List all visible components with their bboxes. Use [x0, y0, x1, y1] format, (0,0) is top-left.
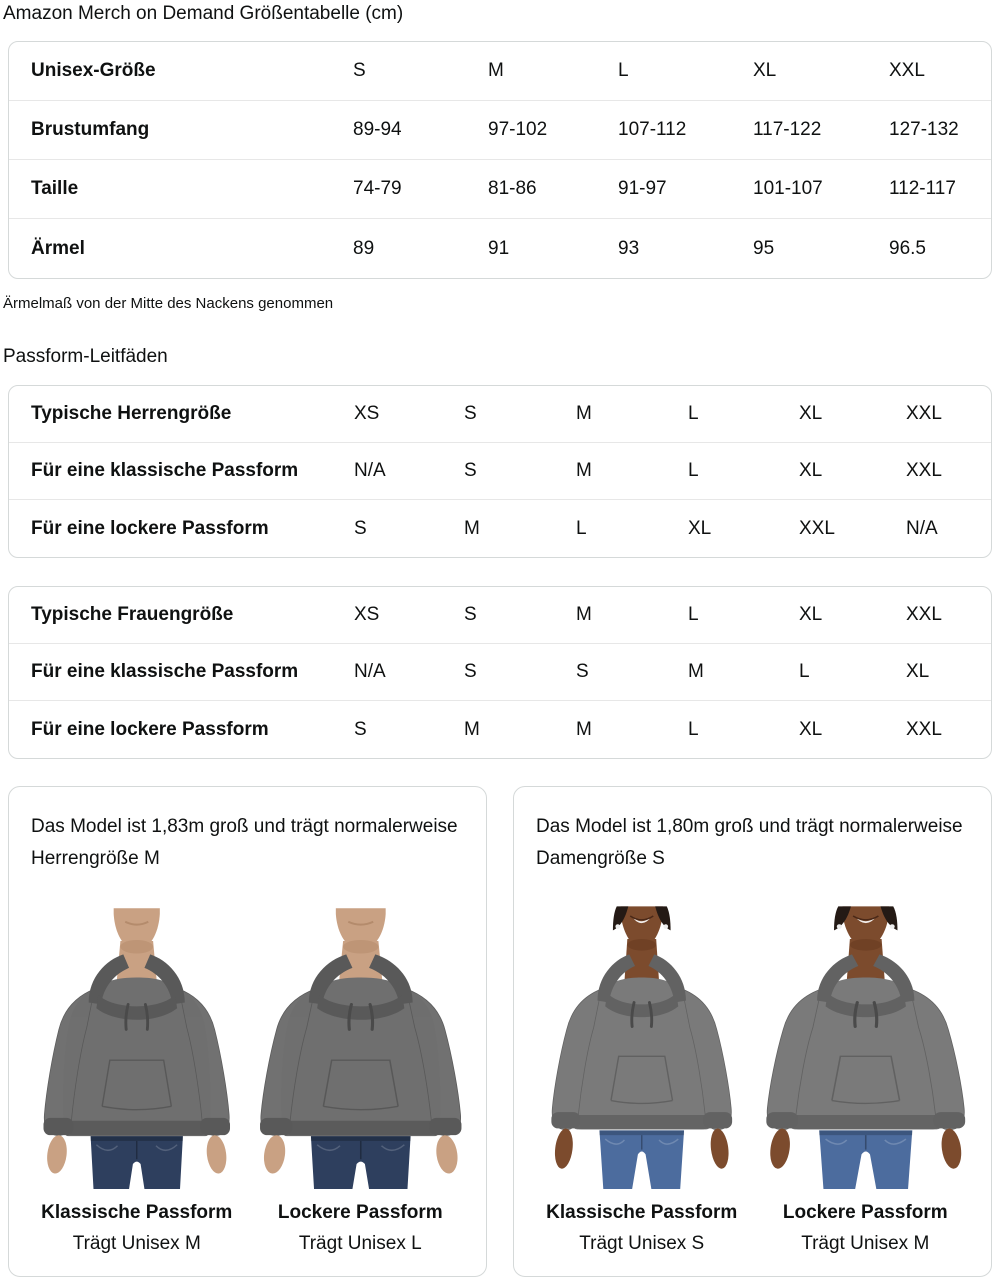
size-column-header: S: [353, 60, 366, 81]
worn-size-label: Trägt Unisex M: [801, 1233, 930, 1254]
size-cell: M: [464, 718, 480, 740]
model-description: Das Model ist 1,83m groß und trägt normalerweise Herrengröße M: [31, 816, 458, 869]
measurement-cell: 101-107: [753, 178, 823, 199]
size-column-header: M: [488, 60, 504, 81]
size-cell: S: [354, 517, 367, 539]
fit-label: Lockere Passform: [782, 1202, 948, 1223]
female-model-card: [513, 786, 992, 1277]
size-column-header: L: [618, 60, 629, 81]
size-cell: M: [576, 460, 592, 481]
table-row: [9, 644, 991, 701]
size-cell: S: [464, 604, 477, 625]
male-model-card: [8, 786, 487, 1277]
female-classic-fit-photo: [536, 889, 748, 1189]
size-cell: XXL: [906, 460, 942, 481]
size-cell: XL: [799, 718, 823, 740]
size-cell: S: [576, 661, 589, 682]
size-cell: XS: [354, 403, 380, 424]
size-cell: XXL: [799, 517, 835, 539]
size-cell: S: [464, 403, 477, 424]
measurement-cell: 107-112: [618, 119, 687, 140]
measurement-cell: 91: [488, 237, 510, 259]
row-label: Für eine lockere Passform: [31, 517, 269, 539]
table-row: [9, 219, 991, 278]
size-cell: M: [576, 604, 592, 625]
female-classic-fit-figure: [536, 889, 748, 1256]
row-label: Für eine klassische Passform: [31, 460, 299, 481]
fit-label: Klassische Passform: [546, 1202, 738, 1223]
size-cell: L: [576, 517, 587, 539]
size-cell: XS: [354, 604, 380, 625]
model-description: Das Model ist 1,80m groß und trägt normalerweise Damengröße S: [536, 816, 963, 869]
sleeve-measure-note: Ärmelmaß von der Mitte des Nackens genommen: [3, 295, 334, 312]
model-cards: [8, 786, 992, 1277]
female-loose-fit-photo: [760, 889, 972, 1189]
size-cell: N/A: [354, 460, 386, 481]
size-cell: M: [688, 661, 704, 682]
size-cell: M: [576, 403, 592, 424]
row-label: Typische Herrengröße: [31, 403, 232, 424]
hoodie-model-illustration: [760, 889, 972, 1189]
size-cell: L: [799, 661, 810, 682]
size-cell: XL: [799, 460, 823, 481]
table-row: [9, 701, 991, 758]
size-cell: L: [688, 718, 699, 740]
fit-label: Klassische Passform: [41, 1202, 233, 1223]
row-label: Brustumfang: [31, 119, 150, 140]
size-table-header-label: Unisex-Größe: [31, 60, 156, 81]
male-classic-fit-figure: [31, 889, 243, 1256]
worn-size-label: Trägt Unisex S: [579, 1233, 705, 1254]
row-label: Für eine klassische Passform: [31, 661, 299, 682]
row-label: Taille: [31, 178, 79, 199]
measurement-cell: 95: [753, 237, 775, 259]
table-row: [9, 443, 991, 500]
measurement-cell: 117-122: [753, 119, 822, 140]
size-cell: XXL: [906, 718, 942, 740]
measurement-cell: 89-94: [353, 119, 402, 140]
row-label: Für eine lockere Passform: [31, 718, 269, 740]
size-cell: L: [688, 460, 699, 481]
table-row: [9, 160, 991, 219]
measurement-cell: 97-102: [488, 119, 548, 140]
size-column-header: XL: [753, 60, 777, 81]
measurement-cell: 89: [353, 237, 375, 259]
table-header-row: [9, 587, 991, 644]
hoodie-model-illustration: [31, 889, 243, 1189]
size-cell: XL: [688, 517, 712, 539]
male-loose-fit-photo: [255, 889, 467, 1189]
worn-size-label: Trägt Unisex L: [298, 1233, 422, 1254]
size-cell: S: [354, 718, 367, 740]
male-classic-fit-photo: [31, 889, 243, 1189]
size-column-header: XXL: [889, 60, 925, 81]
hoodie-model-illustration: [255, 889, 467, 1189]
hoodie-model-illustration: [536, 889, 748, 1189]
size-cell: M: [576, 718, 592, 740]
women-fit-table: [8, 586, 992, 759]
size-cell: S: [464, 661, 477, 682]
measurement-cell: 91-97: [618, 178, 667, 199]
measurement-cell: 112-117: [889, 178, 956, 199]
row-label: Ärmel: [31, 237, 85, 259]
measurement-cell: 74-79: [353, 178, 402, 199]
size-cell: S: [464, 460, 477, 481]
worn-size-label: Trägt Unisex M: [72, 1233, 201, 1254]
row-label: Typische Frauengröße: [31, 604, 234, 625]
size-cell: N/A: [906, 517, 938, 539]
size-cell: M: [464, 517, 480, 539]
table-row: [9, 500, 991, 557]
size-cell: L: [688, 604, 699, 625]
size-cell: XXL: [906, 403, 942, 424]
male-loose-fit-figure: [255, 889, 467, 1256]
size-cell: XL: [799, 604, 823, 625]
table-row: [9, 101, 991, 160]
measurement-cell: 81-86: [488, 178, 537, 199]
table-header-row: [9, 42, 991, 101]
size-cell: XL: [799, 403, 823, 424]
size-cell: XL: [906, 661, 930, 682]
measurement-cell: 93: [618, 237, 640, 259]
fit-label: Lockere Passform: [277, 1202, 443, 1223]
size-cell: N/A: [354, 661, 386, 682]
unisex-size-table: [8, 41, 992, 279]
fit-guides-heading: Passform-Leitfäden: [3, 346, 168, 367]
size-cell: XXL: [906, 604, 942, 625]
measurement-cell: 96.5: [889, 237, 926, 259]
female-loose-fit-figure: [760, 889, 972, 1256]
table-header-row: [9, 386, 991, 443]
measurement-cell: 127-132: [889, 119, 959, 140]
page-title: Amazon Merch on Demand Größentabelle (cm): [3, 3, 404, 24]
size-cell: L: [688, 403, 699, 424]
men-fit-table: [8, 385, 992, 558]
